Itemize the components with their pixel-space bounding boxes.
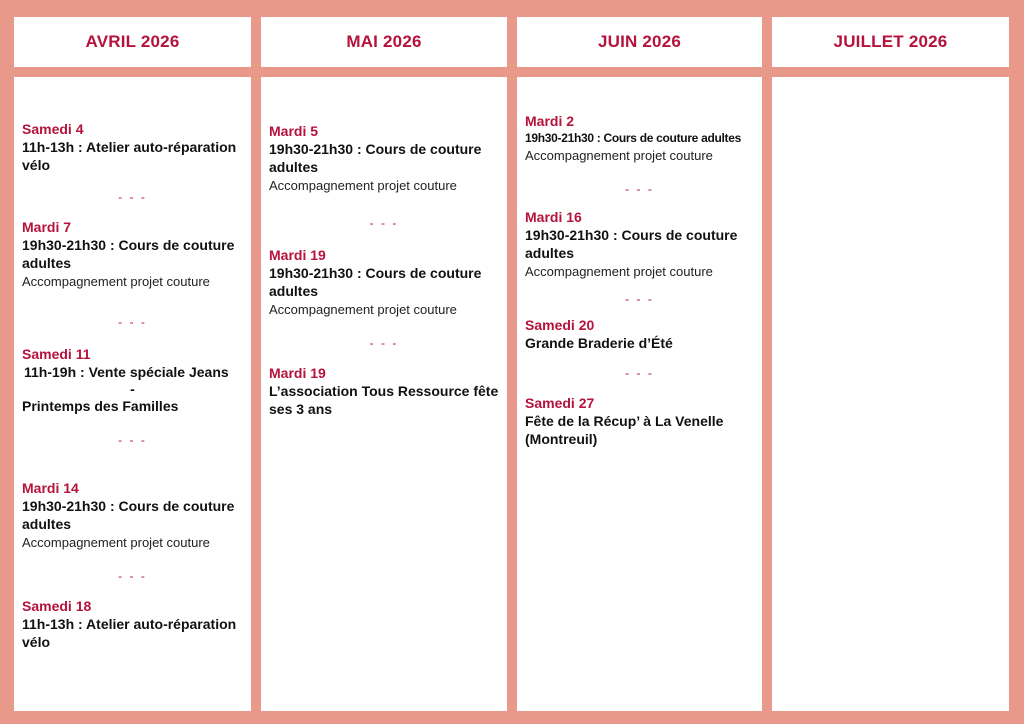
month-header-april	[14, 17, 251, 67]
event-title: 19h30-21h30 : Cours de couture adultes	[22, 498, 235, 532]
event-subtitle: Accompagnement projet couture	[525, 148, 713, 163]
event-dash: -	[130, 381, 135, 397]
month-column-may	[261, 77, 507, 711]
month-header-july	[772, 17, 1009, 67]
event-item	[269, 364, 499, 418]
event-date: Mardi 19	[269, 365, 326, 381]
separator: - - -	[118, 190, 147, 204]
month-title: JUIN 2026	[597, 32, 682, 51]
event-item	[22, 120, 243, 174]
event-title: 19h30-21h30 : Cours de couture adultes	[525, 131, 742, 145]
month-column-june	[517, 77, 762, 711]
event-date: Samedi 18	[22, 598, 92, 614]
event-item	[22, 597, 243, 651]
separator: - - -	[369, 336, 399, 350]
event-title: 11h-13h : Atelier auto-réparation vélo	[22, 139, 237, 173]
event-title: L’association Tous Ressource fête ses 3 ans	[269, 383, 499, 417]
event-date: Mardi 19	[269, 247, 326, 263]
month-column-july	[772, 77, 1009, 711]
event-date: Mardi 16	[525, 209, 582, 225]
event-date: Mardi 7	[22, 219, 72, 235]
event-title: Printemps des Familles	[22, 398, 179, 414]
event-item	[525, 394, 754, 448]
event-title: 19h30-21h30 : Cours de couture adultes	[525, 227, 738, 261]
event-subtitle: Accompagnement projet couture	[269, 302, 457, 317]
event-item	[525, 208, 754, 280]
event-title: 19h30-21h30 : Cours de couture adultes	[22, 237, 235, 271]
separator: - - -	[625, 366, 654, 380]
separator: - - -	[625, 292, 654, 306]
month-title: AVRIL 2026	[85, 32, 180, 51]
month-header-may	[261, 17, 507, 67]
separator: - - -	[118, 315, 147, 329]
event-item	[269, 122, 499, 194]
separator: - - -	[118, 433, 147, 447]
month-title: JUILLET 2026	[833, 32, 948, 51]
month-title: MAI 2026	[346, 32, 422, 51]
event-title: 19h30-21h30 : Cours de couture adultes	[269, 265, 482, 299]
event-item	[525, 112, 754, 164]
event-date: Samedi 11	[22, 346, 91, 362]
event-title: 11h-19h : Vente spéciale Jeans	[24, 364, 229, 380]
separator: - - -	[118, 569, 147, 583]
event-date: Samedi 20	[525, 317, 595, 333]
event-subtitle: Accompagnement projet couture	[269, 178, 457, 193]
event-title: 19h30-21h30 : Cours de couture adultes	[269, 141, 482, 175]
event-item	[269, 246, 499, 318]
event-subtitle: Accompagnement projet couture	[22, 274, 210, 289]
month-column-april	[14, 77, 251, 711]
separator: - - -	[625, 182, 654, 196]
event-date: Mardi 14	[22, 480, 79, 496]
month-header-june	[517, 17, 762, 67]
event-subtitle: Accompagnement projet couture	[22, 535, 210, 550]
event-item	[22, 345, 243, 415]
event-subtitle: Accompagnement projet couture	[525, 264, 713, 279]
event-title: Fête de la Récup’ à La Venelle (Montreuil)	[525, 413, 724, 447]
event-date: Mardi 2	[525, 113, 575, 129]
event-item	[22, 479, 243, 551]
separator: - - -	[369, 216, 399, 230]
event-title: Grande Braderie d’Été	[525, 335, 673, 351]
event-title: 11h-13h : Atelier auto-réparation vélo	[22, 616, 237, 650]
event-date: Samedi 27	[525, 395, 595, 411]
event-item	[22, 218, 243, 290]
event-date: Samedi 4	[22, 121, 84, 137]
event-date: Mardi 5	[269, 123, 319, 139]
event-item	[525, 316, 754, 352]
